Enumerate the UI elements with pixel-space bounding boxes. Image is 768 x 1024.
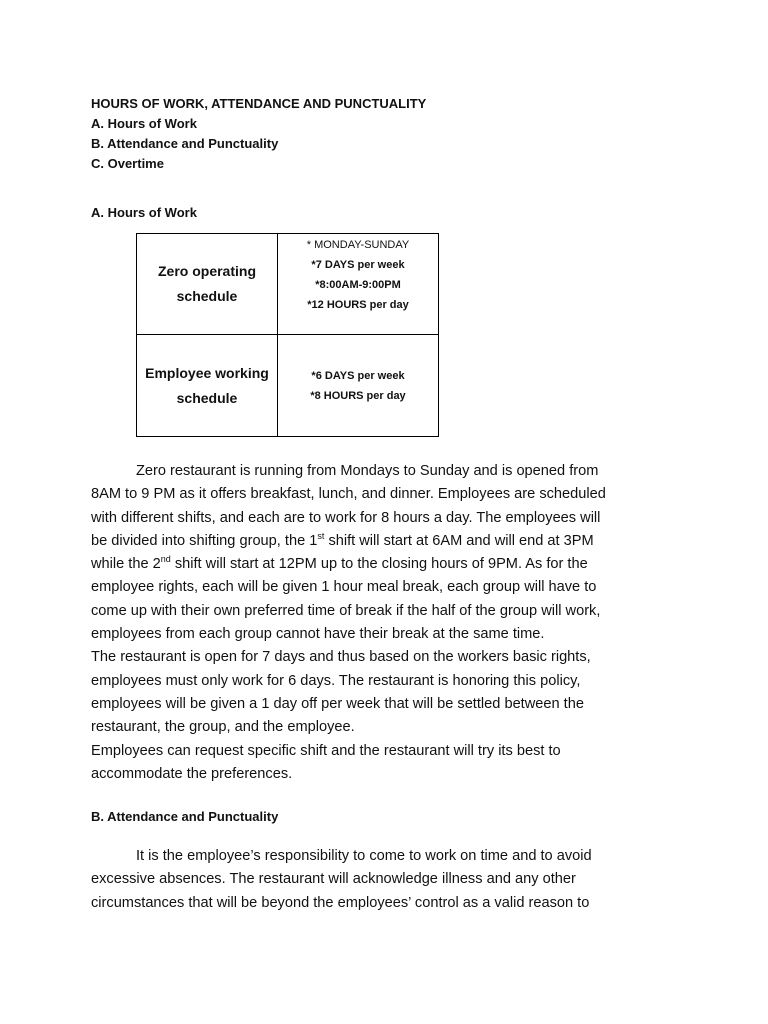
cell-value: *6 DAYS per week — [311, 369, 405, 382]
text-line: while the 2nd shift will start at 12PM up to the closing hours of 9PM. As for the — [91, 554, 588, 573]
table-cell-values — [278, 234, 439, 335]
cell-label-line: Zero operating — [157, 263, 256, 279]
text-line: circumstances that will be beyond the employees’ control as a valid reason to — [91, 894, 590, 911]
text-line: excessive absences. The restaurant will acknowledge illness and any other — [91, 871, 576, 888]
text-line: employees must only work for 6 days. The restaurant is honoring this policy, — [91, 672, 581, 689]
toc-item-attendance: B. Attendance and Punctuality — [91, 136, 279, 151]
cell-value: *12 HOURS per day — [307, 299, 409, 311]
text-line: be divided into shifting group, the 1st shift will start at 6AM and will end at 3PM — [91, 530, 594, 549]
toc-item-overtime: C. Overtime — [91, 156, 164, 171]
schedule-table — [136, 233, 439, 437]
table-cell-values — [278, 335, 439, 437]
cell-value: * MONDAY-SUNDAY — [306, 239, 410, 251]
cell-value: *8 HOURS per day — [310, 389, 406, 402]
section-a-body — [91, 460, 671, 786]
text-line: The restaurant is open for 7 days and thus based on the workers basic rights, — [91, 649, 591, 666]
document-title: HOURS OF WORK, ATTENDANCE AND PUNCTUALITY — [91, 96, 427, 111]
cell-label-line: schedule — [176, 288, 238, 304]
table-row — [137, 234, 439, 335]
text-line: employees from each group cannot have their break at the same time. — [91, 626, 545, 643]
text-line: with different shifts, and each are to work for 8 hours a day. The employees will — [91, 509, 601, 526]
table-row — [137, 335, 439, 437]
section-b-body — [91, 845, 671, 915]
toc-item-hours-of-work: A. Hours of Work — [91, 116, 197, 131]
table-cell-label — [137, 335, 278, 437]
text-line: accommodate the preferences. — [91, 765, 293, 782]
text-line: come up with their own preferred time of break if the half of the group will work, — [91, 602, 601, 619]
text-line: 8AM to 9 PM as it offers breakfast, lunch, and dinner. Employees are scheduled — [91, 486, 606, 503]
text-line: restaurant, the group, and the employee. — [91, 719, 355, 736]
cell-label-line: schedule — [176, 389, 238, 406]
section-heading-hours-of-work: A. Hours of Work — [91, 205, 197, 220]
text-line: employee rights, each will be given 1 hour meal break, each group will have to — [91, 579, 597, 596]
cell-label-line: Employee working — [145, 364, 269, 381]
text-line: Employees can request specific shift and the restaurant will try its best to — [91, 742, 561, 759]
cell-value: *8:00AM-9:00PM — [315, 279, 401, 291]
table-cell-label — [137, 234, 278, 335]
cell-value: *7 DAYS per week — [311, 259, 405, 271]
text-line: It is the employee’s responsibility to come to work on time and to avoid — [136, 848, 592, 864]
text-line: employees will be given a 1 day off per week that will be settled between the — [91, 695, 584, 712]
section-heading-attendance: B. Attendance and Punctuality — [91, 809, 279, 824]
text-line: Zero restaurant is running from Mondays to Sunday and is opened from — [136, 463, 599, 479]
